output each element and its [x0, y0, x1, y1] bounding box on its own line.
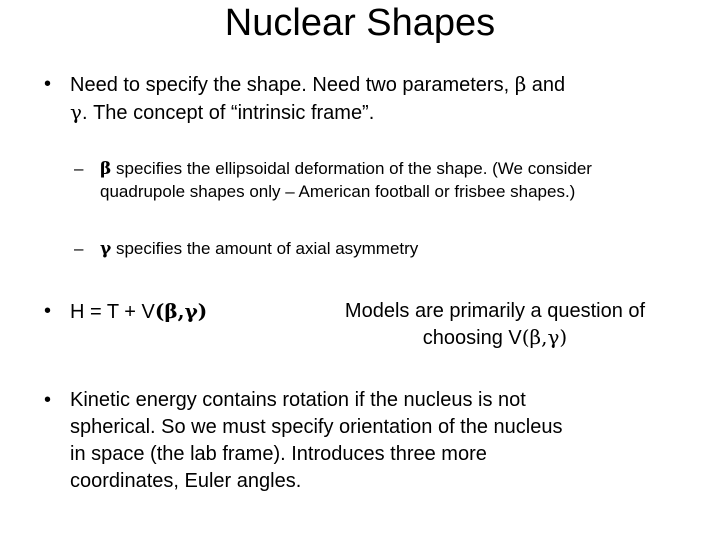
- models-line: Models are primarily a question of: [344, 300, 646, 322]
- bullet-text: and: [526, 74, 566, 96]
- bullet-mark: •: [44, 389, 52, 411]
- bullet-mark: •: [44, 300, 52, 322]
- dash-mark: –: [74, 239, 84, 258]
- sub-bullet-text: specifies the ellipsoidal deformation of the shape. (We consider: [111, 159, 592, 178]
- beta-symbol: β: [514, 72, 527, 96]
- sub-bullet-text: specifies the amount of axial asymmetry: [111, 239, 419, 258]
- bullet-line: [70, 99, 374, 126]
- bullet-hamiltonian: [44, 298, 284, 326]
- models-greek: (β,γ): [521, 325, 568, 349]
- bullet-text: Need to specify the shape. Need two parameters,: [70, 74, 515, 96]
- bullet-mark: •: [44, 73, 52, 95]
- sub-bullet-text: quadrupole shapes only – American football or frisbee shapes.): [100, 182, 576, 201]
- hamiltonian-text: H = T + V: [70, 301, 155, 323]
- sub-bullet-line: [100, 158, 592, 180]
- models-line: [300, 324, 690, 351]
- bullet-text: coordinates, Euler angles.: [70, 470, 302, 492]
- slide-title: Nuclear Shapes: [224, 2, 496, 44]
- models-note: [300, 298, 690, 354]
- sub-bullet-beta: [74, 158, 704, 204]
- bullet-line: [70, 71, 565, 98]
- models-text: choosing V: [422, 327, 522, 349]
- bullet-shape-parameters: [44, 71, 704, 127]
- gamma-symbol: γ: [70, 100, 82, 124]
- bullet-line: [70, 298, 207, 325]
- hamiltonian-greek: (β,γ): [154, 299, 208, 323]
- beta-symbol: β: [100, 159, 112, 179]
- gamma-symbol: γ: [100, 239, 112, 259]
- bullet-text: spherical. So we must specify orientation of the nucleus: [70, 416, 563, 438]
- sub-bullet-line: [100, 238, 418, 260]
- bullet-text: Kinetic energy contains rotation if the nucleus is not: [70, 389, 526, 411]
- bullet-text: in space (the lab frame). Introduces three more: [70, 443, 487, 465]
- bullet-text: . The concept of “intrinsic frame”.: [81, 102, 375, 124]
- bullet-kinetic-energy: [44, 387, 704, 497]
- sub-bullet-gamma: [74, 238, 704, 262]
- dash-mark: –: [74, 159, 84, 178]
